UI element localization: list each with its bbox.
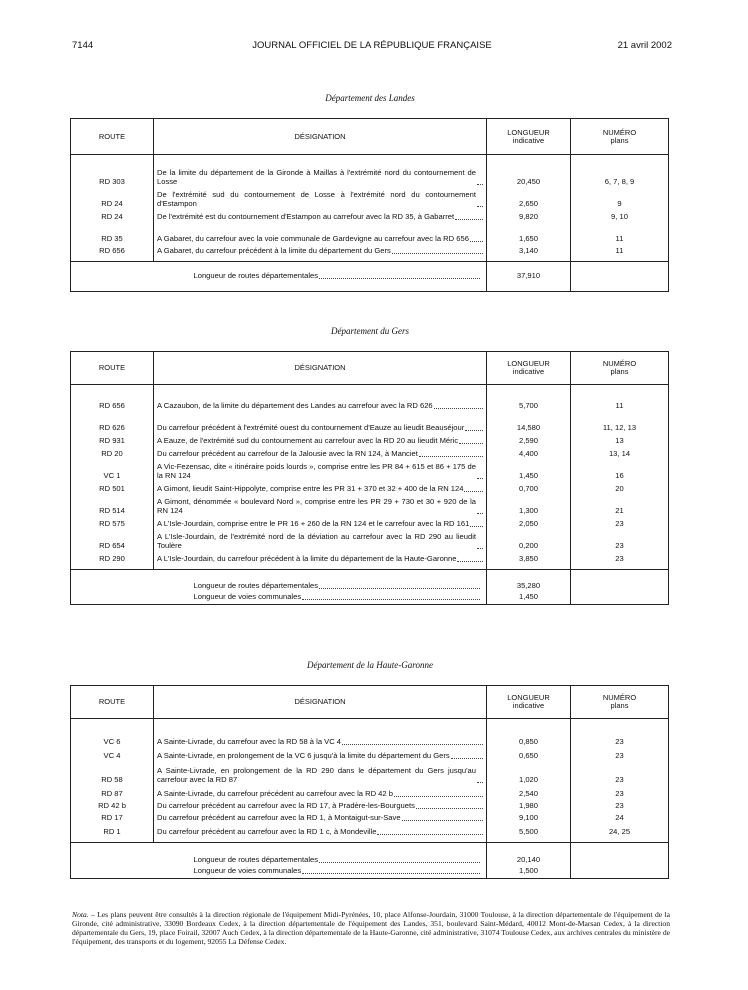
total-row — [71, 591, 669, 605]
dot-leader — [477, 478, 483, 479]
designation-leader — [157, 828, 483, 837]
col-header-numero — [571, 352, 669, 385]
plan-numbers: 11, 12, 13 — [571, 411, 669, 433]
table-row — [71, 785, 669, 799]
route-code: RD 58 — [101, 774, 123, 784]
table-row — [71, 811, 669, 823]
longueur-value: 3,140 — [487, 244, 571, 256]
dot-leader — [302, 599, 480, 600]
total-plans-empty — [571, 843, 669, 865]
journal-title: JOURNAL OFFICIEL DE LA RÉPUBLIQUE FRANÇAISE — [252, 40, 492, 51]
route-code: VC 4 — [103, 750, 121, 760]
longueur-value: 2,590 — [487, 433, 571, 446]
table-row — [71, 244, 669, 256]
table-row — [71, 397, 669, 411]
spacer-row — [71, 385, 669, 397]
dot-leader — [470, 241, 483, 242]
route-code: RD 24 — [101, 198, 123, 208]
col-header-longueur-line1: LONGUEUR — [507, 127, 550, 137]
footnote — [72, 910, 670, 946]
table-row — [71, 494, 669, 516]
plan-numbers: 23 — [571, 761, 669, 785]
designation-leader — [157, 424, 483, 433]
dot-leader — [477, 782, 483, 783]
designation-leader — [157, 191, 483, 209]
longueur-value: 0,700 — [487, 481, 571, 494]
table-header-row — [71, 119, 669, 155]
section-title-haute-garonne: Département de la Haute-Garonne — [307, 660, 433, 670]
total-value: 37,910 — [487, 262, 571, 292]
dot-leader — [319, 588, 480, 589]
plan-numbers: 11 — [571, 222, 669, 244]
dot-leader — [451, 758, 483, 759]
total-plans-empty — [571, 570, 669, 591]
table-row — [71, 209, 669, 222]
plan-numbers: 23 — [571, 733, 669, 747]
designation-leader — [157, 437, 483, 446]
total-leader — [194, 582, 481, 591]
route-code: RD 303 — [99, 176, 125, 186]
total-empty-cell — [71, 865, 154, 879]
publication-date: 21 avril 2002 — [617, 40, 672, 51]
longueur-value: 0,200 — [487, 529, 571, 551]
plan-numbers: 9 — [571, 187, 669, 209]
plan-numbers: 23 — [571, 799, 669, 811]
designation-leader — [157, 498, 483, 516]
total-value: 1,500 — [487, 865, 571, 879]
plan-numbers: 23 — [571, 551, 669, 564]
plan-numbers: 11 — [571, 244, 669, 256]
route-code: RD 656 — [99, 245, 125, 255]
plan-numbers: 21 — [571, 494, 669, 516]
route-code: RD 1 — [103, 826, 121, 836]
dot-leader — [457, 561, 483, 562]
table-row — [71, 411, 669, 433]
footnote-text: – Les plans peuvent être consultés à la direction régionale de l'équipement Midi-Pyrénées, 10, place Alfonse-Jourdain, 31000 Toulouse, à la direction départementale de l'équipement de la Gironde, cité administrative, 33090 Bordeaux Cedex, à la direction départementale de l'équipement des Landes, 351, boulevard Saint-Médard, 40012 Mont-de-Marsan Cedex, à la direction départementale du Gers, 19, place Foirail, 32007 Auch Cedex, à la direction départementale de la Haute-Garonne, cité administrative, 31074 Toulouse Cedex, aux archives centrales du ministère de l'équipement, des transports et du logement, 92055 La Défense Cedex. — [72, 910, 670, 946]
route-code: RD 654 — [99, 540, 125, 550]
designation-leader — [157, 463, 483, 481]
route-code: RD 35 — [101, 233, 123, 243]
longueur-value: 0,650 — [487, 747, 571, 761]
col-header-longueur — [487, 119, 571, 155]
longueur-value: 2,540 — [487, 785, 571, 799]
route-code: VC 1 — [103, 470, 121, 480]
designation-leader — [157, 555, 483, 564]
dot-leader — [319, 862, 480, 863]
plan-numbers: 13, 14 — [571, 446, 669, 459]
designation-leader — [157, 520, 483, 529]
total-plans-empty — [571, 262, 669, 292]
section-title-landes: Département des Landes — [325, 93, 415, 103]
total-row — [71, 865, 669, 879]
designation-text: A L'Isle-Jourdain, comprise entre le PR 16 + 260 de la RN 124 et le carrefour avec la RD 161 — [157, 518, 470, 528]
table-header-row — [71, 686, 669, 719]
designation-text: A Sainte-Livrade, en prolongement de la VC 6 jusqu'à la limite du département du Gers — [157, 750, 450, 760]
footnote-label: Nota. — [72, 910, 89, 919]
dot-leader — [455, 219, 483, 220]
dot-leader — [477, 513, 483, 514]
designation-leader — [157, 533, 483, 551]
designation-cell — [154, 244, 487, 256]
dot-leader — [377, 834, 483, 835]
route-code: RD 290 — [99, 553, 125, 563]
designation-text: De l'extrémité est du contournement d'Estampon au carrefour avec la RD 35, à Gabarret — [157, 211, 455, 221]
designation-text: A L'Isle-Jourdain, de l'extrémité nord de la déviation au carrefour avec la RD 290 au lieudit Toulère — [157, 531, 476, 550]
longueur-value: 1,980 — [487, 799, 571, 811]
designation-leader — [157, 235, 483, 244]
route-code: RD 17 — [101, 812, 123, 822]
designation-cell — [154, 823, 487, 837]
longueur-value: 5,500 — [487, 823, 571, 837]
total-row — [71, 570, 669, 591]
table-row — [71, 222, 669, 244]
longueur-value: 2,050 — [487, 516, 571, 529]
col-header-route: ROUTE — [71, 119, 154, 155]
table-row — [71, 799, 669, 811]
designation-leader — [157, 247, 483, 256]
designation-text: A Gabaret, du carrefour précédent à la limite du département du Gers — [157, 245, 391, 255]
designation-cell — [154, 433, 487, 446]
table-row — [71, 747, 669, 761]
dot-leader — [477, 206, 483, 207]
col-header-route: ROUTE — [71, 352, 154, 385]
route-code: RD 514 — [99, 505, 125, 515]
col-header-numero-line1: NUMÉRO — [602, 693, 637, 702]
col-header-designation: DÉSIGNATION — [154, 352, 487, 385]
route-code: RD 501 — [99, 483, 125, 493]
designation-leader — [157, 213, 483, 222]
designation-text: Du carrefour précédent au carrefour avec la RD 1 c, à Mondeville — [157, 826, 377, 836]
designation-leader — [157, 814, 483, 823]
designation-leader — [157, 485, 483, 494]
table-row — [71, 516, 669, 529]
table-landes — [70, 118, 669, 292]
designation-leader — [157, 790, 483, 799]
dot-leader — [470, 526, 483, 527]
designation-cell — [154, 446, 487, 459]
total-leader — [194, 867, 481, 876]
total-empty-cell — [71, 262, 154, 292]
col-header-numero — [571, 686, 669, 719]
longueur-value: 20,450 — [487, 165, 571, 187]
col-header-designation: DÉSIGNATION — [154, 686, 487, 719]
designation-cell — [154, 222, 487, 244]
spacer-row — [71, 719, 669, 733]
designation-cell — [154, 747, 487, 761]
designation-text: A Gabaret, du carrefour avec la voie communale de Gardevigne au carrefour avec la RD 656 — [157, 233, 469, 243]
total-leader — [194, 856, 481, 865]
total-label: Longueur de voies communales — [193, 865, 302, 875]
designation-cell — [154, 551, 487, 564]
total-label-cell — [154, 591, 487, 605]
designation-cell — [154, 761, 487, 785]
longueur-value: 9,100 — [487, 811, 571, 823]
designation-cell — [154, 785, 487, 799]
dot-leader — [465, 430, 483, 431]
dot-leader — [402, 820, 483, 821]
designation-leader — [157, 450, 483, 459]
dot-leader — [477, 548, 483, 549]
designation-leader — [157, 752, 483, 761]
route-code: RD 20 — [101, 448, 123, 458]
longueur-value: 1,020 — [487, 761, 571, 785]
dot-leader — [464, 491, 483, 492]
total-value: 35,280 — [487, 570, 571, 591]
designation-cell — [154, 494, 487, 516]
designation-cell — [154, 516, 487, 529]
designation-cell — [154, 397, 487, 411]
designation-cell — [154, 811, 487, 823]
col-header-longueur-line2: indicative — [512, 135, 545, 145]
spacer-row — [71, 155, 669, 165]
designation-text: A Sainte-Livrade, en prolongement de la RD 290 dans le département du Gers jusqu'au carrefour avec la RD 87 — [157, 765, 476, 784]
designation-leader — [157, 169, 483, 187]
plan-numbers: 6, 7, 8, 9 — [571, 165, 669, 187]
designation-text: A Gimont, lieudit Saint-Hippolyte, comprise entre les PR 31 + 370 et 32 + 400 de la RN 124 — [157, 483, 464, 493]
total-value: 20,140 — [487, 843, 571, 865]
col-header-longueur — [487, 352, 571, 385]
table-row — [71, 187, 669, 209]
table-header-row — [71, 352, 669, 385]
col-header-numero-line2: plans — [610, 701, 629, 710]
designation-text: Du carrefour précédent à l'extrémité ouest du contournement d'Eauze au lieudit Beauséjour — [157, 422, 465, 432]
designation-text: A Gimont, dénommée « boulevard Nord », comprise entre les PR 29 + 730 et 30 + 920 de la RN 124 — [157, 496, 476, 515]
col-header-longueur — [487, 686, 571, 719]
total-label-cell — [154, 865, 487, 879]
page-header — [72, 40, 672, 54]
longueur-value: 4,400 — [487, 446, 571, 459]
col-header-route: ROUTE — [71, 686, 154, 719]
total-empty-cell — [71, 591, 154, 605]
longueur-value: 1,300 — [487, 494, 571, 516]
page-number: 7144 — [72, 40, 94, 51]
table-gers — [70, 351, 669, 605]
total-plans-empty — [571, 591, 669, 605]
total-label: Longueur de routes départementales — [193, 271, 319, 281]
route-code: RD 24 — [101, 211, 123, 221]
designation-cell — [154, 459, 487, 481]
longueur-value: 9,820 — [487, 209, 571, 222]
total-label-cell — [154, 843, 487, 865]
longueur-value: 0,850 — [487, 733, 571, 747]
longueur-value: 5,700 — [487, 397, 571, 411]
dot-leader — [394, 796, 483, 797]
plan-numbers: 20 — [571, 481, 669, 494]
plan-numbers: 13 — [571, 433, 669, 446]
dot-leader — [342, 744, 483, 745]
plan-numbers: 11 — [571, 397, 669, 411]
plan-numbers: 23 — [571, 529, 669, 551]
route-code: RD 656 — [99, 400, 125, 410]
dot-leader — [319, 278, 480, 279]
route-code: RD 931 — [99, 435, 125, 445]
total-label: Longueur de voies communales — [193, 591, 302, 601]
total-label-cell — [154, 570, 487, 591]
route-code: RD 575 — [99, 518, 125, 528]
total-label: Longueur de routes départementales — [193, 580, 319, 590]
table-row — [71, 446, 669, 459]
longueur-value: 1,650 — [487, 222, 571, 244]
total-label-cell — [154, 262, 487, 292]
designation-text: A Eauze, de l'extrémité sud du contournement au carrefour avec la RD 20 au lieudit Méric — [157, 435, 459, 445]
table-row — [71, 459, 669, 481]
plan-numbers: 9, 10 — [571, 209, 669, 222]
total-empty-cell — [71, 843, 154, 865]
total-plans-empty — [571, 865, 669, 879]
col-header-longueur-line2: indicative — [512, 701, 545, 710]
designation-cell — [154, 187, 487, 209]
route-code: VC 6 — [103, 736, 121, 746]
total-leader — [194, 593, 481, 602]
table-row — [71, 433, 669, 446]
table-row — [71, 481, 669, 494]
col-header-designation: DÉSIGNATION — [154, 119, 487, 155]
total-leader — [194, 272, 481, 281]
designation-cell — [154, 481, 487, 494]
designation-text: A Cazaubon, de la limite du département des Landes au carrefour avec la RD 626 — [157, 400, 433, 410]
table-row — [71, 823, 669, 837]
col-header-longueur-line1: LONGUEUR — [507, 693, 550, 702]
designation-cell — [154, 529, 487, 551]
designation-text: Du carrefour précédent au carrefour avec la RD 1, à Montaigut-sur-Save — [157, 812, 401, 822]
plan-numbers: 23 — [571, 747, 669, 761]
table-row — [71, 165, 669, 187]
col-header-numero — [571, 119, 669, 155]
designation-cell — [154, 165, 487, 187]
designation-text: Du carrefour précédent au carrefour avec la RD 17, à Pradère-les-Bourguets — [157, 800, 415, 810]
table-row — [71, 551, 669, 564]
plan-numbers: 23 — [571, 785, 669, 799]
dot-leader — [419, 456, 483, 457]
designation-text: De la limite du département de la Gironde à Maillas à l'extrémité nord du contournement de Losse — [157, 167, 476, 186]
table-row — [71, 761, 669, 785]
col-header-numero-line1: NUMÉRO — [602, 359, 637, 368]
designation-leader — [157, 402, 483, 411]
dot-leader — [459, 443, 483, 444]
longueur-value: 2,650 — [487, 187, 571, 209]
col-header-numero-line1: NUMÉRO — [602, 127, 637, 137]
table-row — [71, 733, 669, 747]
route-code: RD 87 — [101, 788, 123, 798]
col-header-numero-line2: plans — [610, 367, 629, 376]
designation-leader — [157, 802, 483, 811]
total-label: Longueur de routes départementales — [193, 854, 319, 864]
designation-text: A Sainte-Livrade, du carrefour précédent au carrefour avec la RD 42 b — [157, 788, 393, 798]
dot-leader — [392, 253, 483, 254]
dot-leader — [477, 184, 483, 185]
plan-numbers: 23 — [571, 516, 669, 529]
designation-leader — [157, 738, 483, 747]
designation-cell — [154, 411, 487, 433]
route-code: RD 42 b — [98, 800, 126, 810]
total-value: 1,450 — [487, 591, 571, 605]
designation-cell — [154, 209, 487, 222]
designation-text: A Vic-Fezensac, dite « itinéraire poids lourds », comprise entre les PR 84 + 615 et 86 + 175 de la RN 124 — [157, 461, 476, 480]
designation-cell — [154, 799, 487, 811]
designation-text: A Sainte-Livrade, du carrefour avec la RD 58 à la VC 4 — [157, 736, 342, 746]
plan-numbers: 24 — [571, 811, 669, 823]
longueur-value: 1,450 — [487, 459, 571, 481]
table-haute-garonne — [70, 685, 669, 879]
col-header-longueur-line1: LONGUEUR — [507, 359, 550, 368]
section-title-gers: Département du Gers — [331, 326, 409, 336]
longueur-value: 14,580 — [487, 411, 571, 433]
dot-leader — [434, 408, 483, 409]
designation-text: A L'Isle-Jourdain, du carrefour précédent à la limite du département de la Haute-Garonne — [157, 553, 457, 563]
col-header-longueur-line2: indicative — [512, 367, 545, 376]
total-row — [71, 262, 669, 292]
plan-numbers: 24, 25 — [571, 823, 669, 837]
dot-leader — [416, 808, 483, 809]
total-empty-cell — [71, 570, 154, 591]
longueur-value: 3,850 — [487, 551, 571, 564]
col-header-numero-line2: plans — [610, 135, 629, 145]
table-row — [71, 529, 669, 551]
designation-cell — [154, 733, 487, 747]
route-code: RD 626 — [99, 422, 125, 432]
total-row — [71, 843, 669, 865]
dot-leader — [302, 873, 480, 874]
plan-numbers: 16 — [571, 459, 669, 481]
designation-text: Du carrefour précédent au carrefour de la Jalousie avec la RN 124, à Manciet — [157, 448, 418, 458]
designation-leader — [157, 767, 483, 785]
designation-text: De l'extrémité sud du contournement de Losse à l'extrémité nord du contournement d'Estampon — [157, 189, 476, 208]
